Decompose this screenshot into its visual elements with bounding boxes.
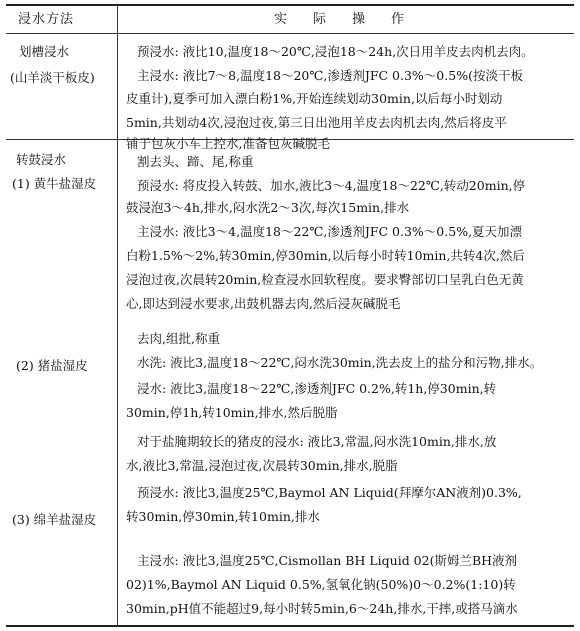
operation-line: 30min,pH值不能超过9,每小时转5min,6～24h,排水,干摔,或搭马滴水 xyxy=(126,601,518,616)
operation-line: 割去头、蹄、尾,称重 xyxy=(137,154,254,169)
operation-line: 30min,停1h,转10min,排水,然后脱脂 xyxy=(126,405,338,420)
method-drum-soaking: 转鼓浸水 xyxy=(16,152,67,167)
operation-line: 5min,共划动4次,浸泡过夜,第三日出池用羊皮去肉机去肉,然后将皮平 xyxy=(126,115,507,130)
method-goat-skin: (山羊淡干板皮) xyxy=(10,70,95,85)
operation-line: 主浸水: 液比3,温度25℃,Cismollan BH Liquid 02(斯姆兰BH液剂 xyxy=(137,553,518,568)
operation-line: 对于盐腌期较长的猪皮的浸水: 液比3,常温,闷水洗10min,排水,放 xyxy=(137,434,497,449)
operation-line: 预浸水: 液比3,温度25℃,Baymol AN Liquid(拜摩尔AN液剂)0.3%, xyxy=(137,485,522,500)
operation-line: 白粉1.5%～2%,转30min,停30min,以后每小时转10min,共转4次,然后 xyxy=(126,248,525,263)
operation-line: 02)1%,Baymol AN Liquid 0.5%,氢氧化钠(50%)0～0.2%(1:10)转 xyxy=(126,577,516,592)
method-sheep-skin: (3) 绵羊盐湿皮 xyxy=(12,512,97,527)
header-method: 浸水方法 xyxy=(18,12,75,27)
column-divider xyxy=(117,6,118,625)
operation-line: 心,即达到浸水要求,出鼓机器去肉,然后浸灰碱脱毛 xyxy=(126,296,401,311)
operation-line: 预浸水: 液比10,温度18～20℃,浸泡18～24h,次日用羊皮去肉机去肉。 xyxy=(137,44,534,59)
operation-line: 水,液比3,常温,浸泡过夜,次晨转30min,排水,脱脂 xyxy=(126,458,398,473)
operation-line: 去肉,组批,称重 xyxy=(137,331,220,346)
method-cattle-hide: (1) 黄牛盐湿皮 xyxy=(12,176,97,191)
operation-line: 主浸水: 液比3～4,温度18～22℃,渗透剂JFC 0.3%～0.5%,夏天加漂 xyxy=(137,224,523,239)
header-divider xyxy=(6,33,574,34)
operation-line: 浸泡过夜,次晨转20min,检查浸水回软程度。要求臀部切口呈乳白色无黄 xyxy=(126,272,524,287)
header-operation: 实际操作 xyxy=(274,12,431,27)
method-trough-soaking: 划槽浸水 xyxy=(19,44,70,59)
operation-line: 主浸水: 液比7～8,温度18～20℃,渗透剂JFC 0.3%～0.5%(按淡干板 xyxy=(137,68,523,83)
operation-line: 鼓浸泡3～4h,排水,闷水洗2～3次,每次15min,排水 xyxy=(126,200,410,215)
operation-line: 浸水: 液比3,温度18～22℃,渗透剂JFC 0.2%,转1h,停30min,转 xyxy=(137,381,497,396)
operation-line: 预浸水: 将皮投入转鼓、加水,液比3～4,温度18～22℃,转动20min,停 xyxy=(137,178,526,193)
operation-line: 转30min,停30min,转10min,排水 xyxy=(126,509,320,524)
operation-line: 水洗: 液比3,温度18～22℃,闷水洗30min,洗去皮上的盐分和污物,排水。 xyxy=(137,355,543,370)
operation-line: 铺于包灰小车上控水,准备包灰碱脱毛 xyxy=(126,136,330,151)
procedure-table xyxy=(6,4,574,627)
method-pig-skin: (2) 猪盐湿皮 xyxy=(16,358,88,373)
operation-line: 皮重计),夏季可加入漂白粉1%,开始连续划动30min,以后每小时划动 xyxy=(126,91,503,106)
